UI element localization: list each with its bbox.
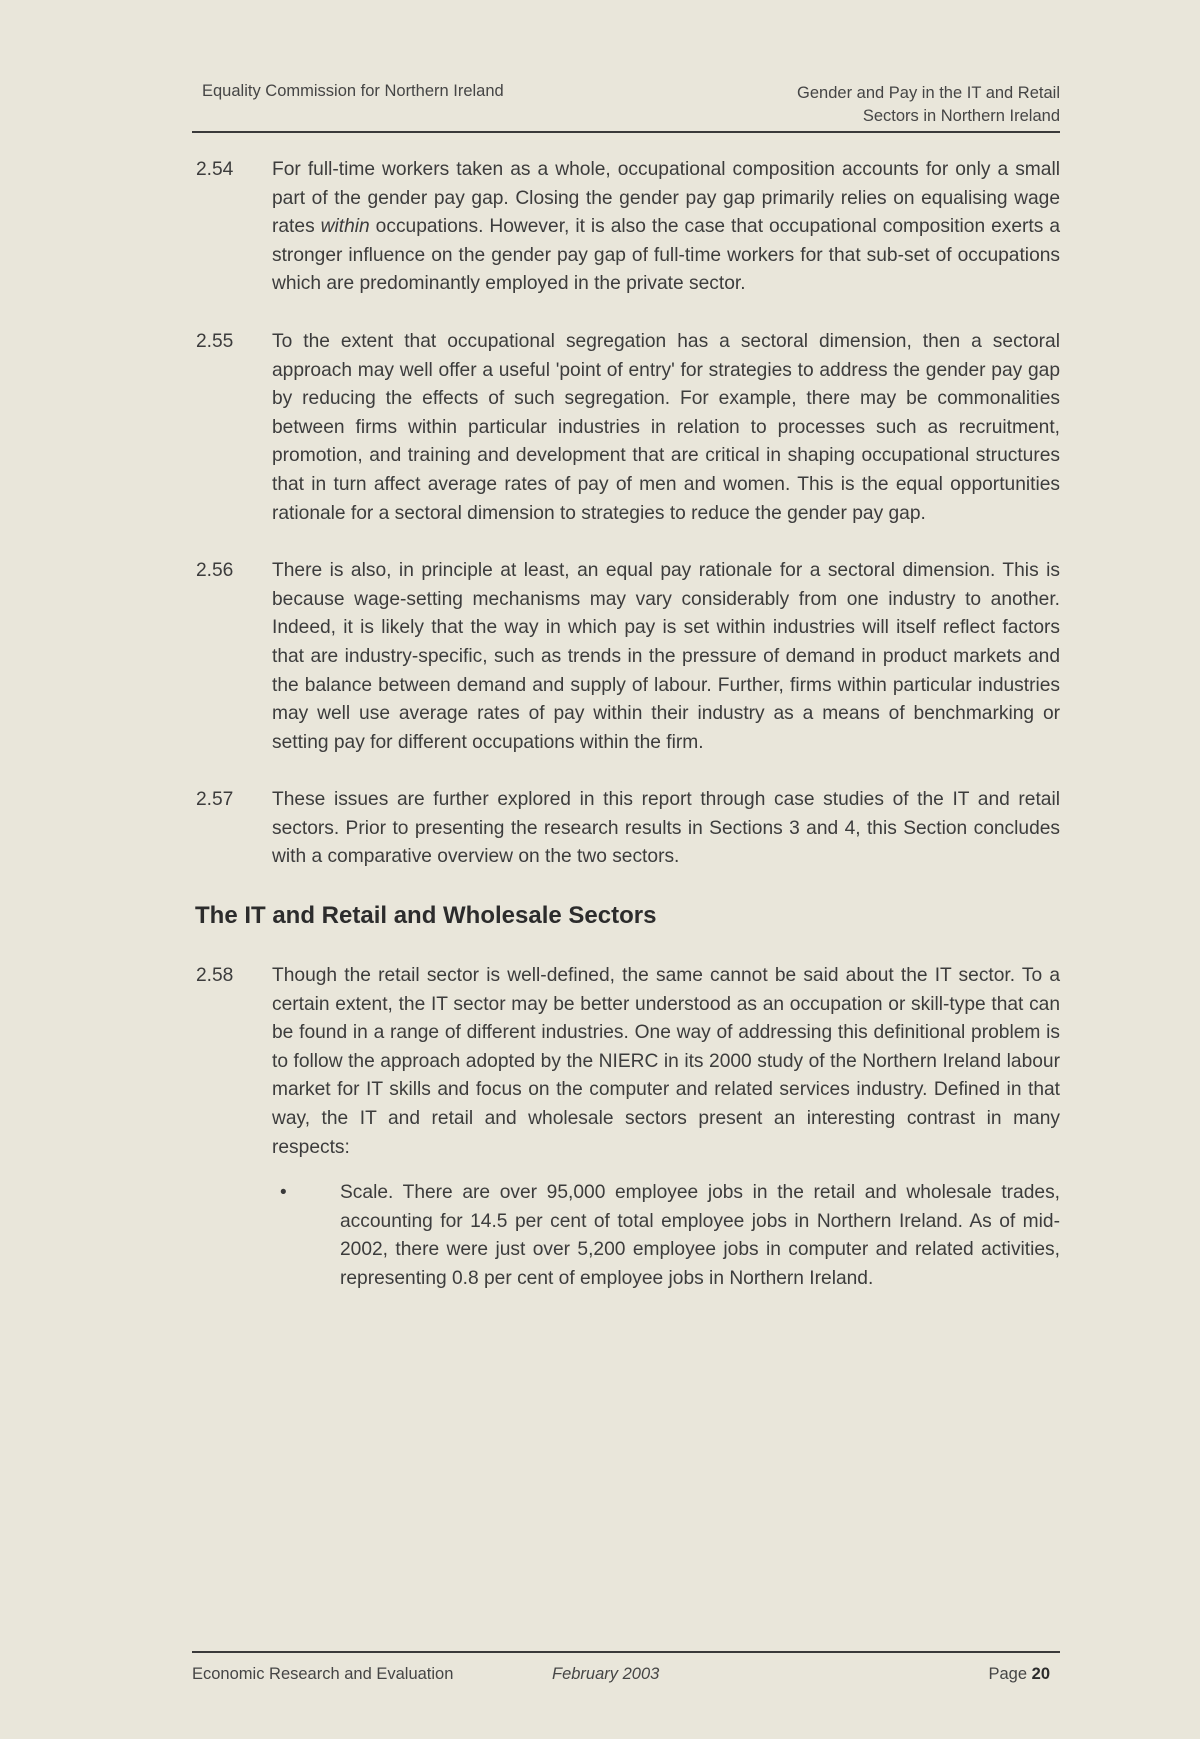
paragraph-emphasis: within	[320, 216, 370, 238]
header-title-line2: Sectors in Northern Ireland	[862, 107, 1060, 125]
footer-department: Economic Research and Evaluation	[192, 1665, 454, 1683]
paragraph-text: These issues are further explored in this report through case studies of the IT and retail sectors. Prior to presenting the research results in Sections 3 and 4, this Section concludes with a comparative overview on the two sectors.	[272, 789, 1060, 868]
page-number	[989, 1665, 1051, 1684]
paragraph-number: 2.58	[196, 965, 234, 987]
bullet-marker: •	[280, 1182, 287, 1204]
paragraph-text: There is also, in principle at least, an equal pay rationale for a sectoral dimension. This is because wage-setting mechanisms may vary considerably from one industry to another. Indeed, it is likely that the way in which pay is set within industries will itself reflect factors that are industry-specific, such as trends in the pressure of demand in product markets and the balance between demand and supply of labour. Further, firms within particular industries may well use average rates of pay within their industry as a means of benchmarking or setting pay for different occupations within the firm.	[272, 560, 1060, 753]
paragraph-text: To the extent that occupational segregation has a sectoral dimension, then a sectoral approach may well offer a useful 'point of entry' for strategies to address the gender pay gap by reducing the effects of such segregation. For example, there may be commonalities between firms within particular industries in relation to processes such as recruitment, promotion, and training and development that are critical in shaping occupational structures that in turn affect average rates of pay of men and women. This is the equal opportunities rationale for a sectoral dimension to strategies to reduce the gender pay gap.	[272, 330, 1060, 524]
paragraph-text-part: occupations. However, it is also the case that occupational composition exerts a stronger influence on the gender pay gap of full-time workers for that sub-set of occupations which are predominantly employed in the private sector.	[272, 216, 1060, 295]
paragraph-2-58	[192, 962, 1060, 1162]
paragraph-2-57	[192, 786, 1060, 872]
paragraph-2-55	[192, 328, 1060, 528]
paragraph-number: 2.56	[196, 560, 234, 582]
section-heading: The IT and Retail and Wholesale Sectors	[195, 902, 657, 930]
header-title-line1: Gender and Pay in the IT and Retail	[797, 84, 1060, 102]
page-header	[192, 78, 1060, 133]
paragraph-text	[272, 156, 1060, 299]
paragraph-number: 2.57	[196, 789, 234, 811]
bullet-item-scale	[192, 1179, 1060, 1293]
paragraph-number: 2.55	[196, 330, 234, 352]
footer-date: February 2003	[552, 1665, 660, 1683]
paragraph-text-part: For full-time workers taken as a whole, occupational composition accounts for only a small part of the gender pay gap. Closing the gender pay gap primarily relies on equalising wage rates	[272, 159, 1060, 238]
paragraph-2-56	[192, 557, 1060, 757]
page-footer	[192, 1651, 1060, 1693]
body-text	[192, 156, 1060, 1294]
header-title	[797, 82, 1060, 128]
paragraph-text: Though the retail sector is well-defined, the same cannot be said about the IT sector. To a certain extent, the IT sector may be better understood as an occupation or skill-type that can be found in a range of different industries. One way of addressing this definitional problem is to follow the approach adopted by the NIERC in its 2000 study of the Northern Ireland labour market for IT skills and focus on the computer and related services industry. Defined in that way, the IT and retail and wholesale sectors present an interesting contrast in many respects:	[272, 965, 1060, 1158]
header-organisation: Equality Commission for Northern Ireland	[202, 82, 504, 100]
page-label: Page	[988, 1665, 1028, 1683]
paragraph-number: 2.54	[196, 159, 234, 180]
page-number-value: 20	[1031, 1665, 1050, 1683]
paragraph-2-54	[192, 156, 1060, 299]
bullet-text: Scale. There are over 95,000 employee jobs in the retail and wholesale trades, accounting for 14.5 per cent of total employee jobs in Northern Ireland. As of mid-2002, there were just over 5,200 employee jobs in computer and related activities, representing 0.8 per cent of employee jobs in Northern Ireland.	[340, 1182, 1060, 1289]
